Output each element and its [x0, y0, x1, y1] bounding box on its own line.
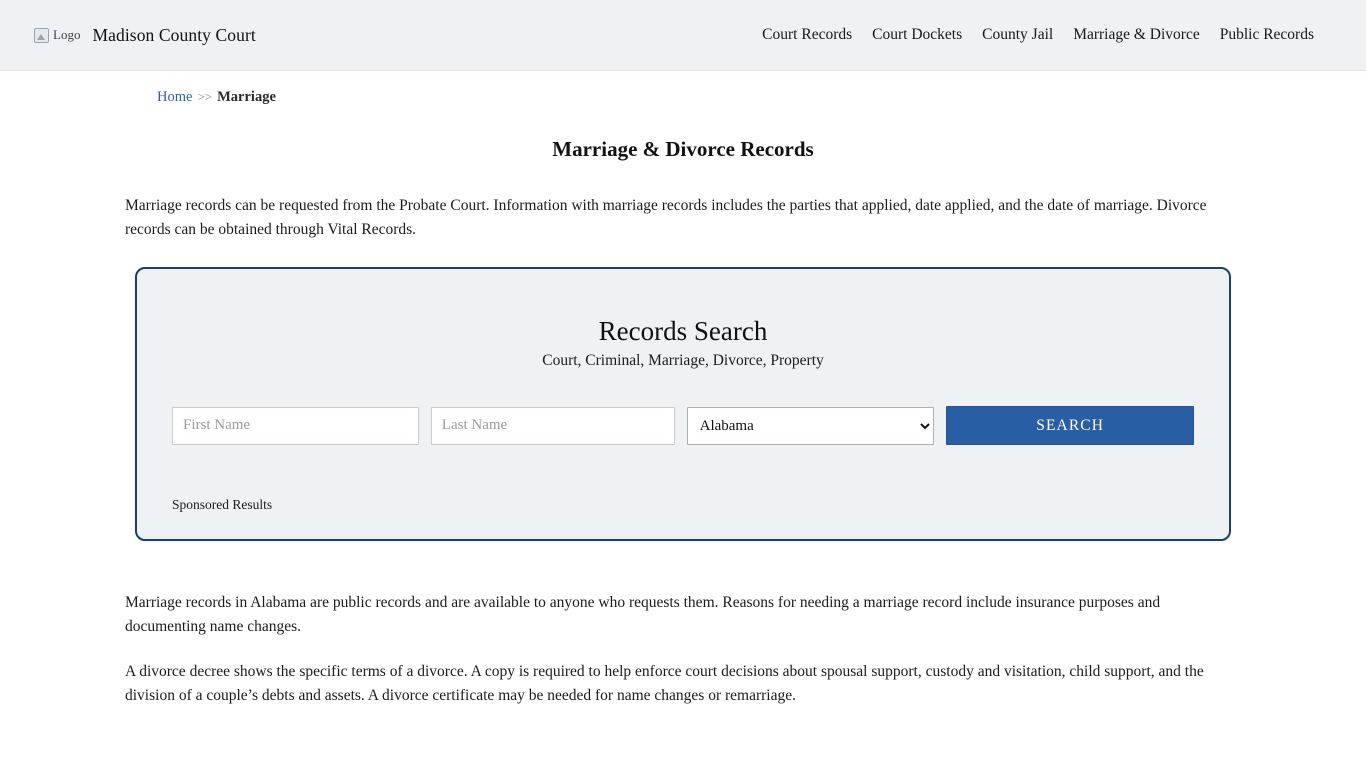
records-search-panel: [135, 267, 1231, 541]
breadcrumb-separator: >>: [197, 89, 213, 104]
search-button[interactable]: SEARCH: [946, 406, 1194, 445]
state-select[interactable]: [687, 407, 935, 445]
site-name: Madison County Court: [92, 24, 256, 45]
nav-item-court-records[interactable]: Court Records: [762, 26, 853, 43]
search-form: [165, 406, 1201, 445]
body-paragraph-1: Marriage records in Alabama are public records and are available to anyone who requests them. Reasons for needing a marriage record include insurance purposes and documenting name changes.: [125, 594, 1161, 636]
site-header: [0, 0, 1366, 71]
nav-item-county-jail[interactable]: County Jail: [982, 26, 1054, 43]
brand[interactable]: [34, 25, 256, 46]
body-copy: [124, 591, 1242, 708]
broken-image-icon: [34, 28, 49, 43]
first-name-input[interactable]: [172, 407, 419, 445]
logo-alt-text: Logo: [53, 27, 81, 42]
intro-paragraph: Marriage records can be requested from the Probate Court. Information with marriage records includes the parties that applied, date applied, and the date of marriage. Divorce records can be obtained through Vital Records.: [125, 197, 1207, 238]
nav-item-court-dockets[interactable]: Court Dockets: [872, 26, 963, 43]
sponsored-results-label: Sponsored Results: [172, 497, 273, 513]
logo-image: [34, 27, 80, 43]
nav-item-marriage-divorce[interactable]: Marriage & Divorce: [1073, 26, 1200, 43]
last-name-input[interactable]: [431, 407, 675, 445]
page-title: Marriage & Divorce Records: [552, 137, 814, 161]
nav-item-public-records[interactable]: Public Records: [1219, 26, 1314, 43]
search-panel-subtitle: Court, Criminal, Marriage, Divorce, Property: [542, 352, 824, 370]
breadcrumb-current: Marriage: [217, 89, 276, 105]
search-panel-title: Records Search: [598, 316, 768, 346]
body-paragraph-2: A divorce decree shows the specific terms of a divorce. A copy is required to help enforce court decisions about spousal support, custody and visitation, child support, and the division of a couple’s debts and assets. A divorce certificate may be needed for name changes or remarriage.: [125, 663, 1204, 705]
breadcrumb: [0, 71, 1366, 106]
intro-block: [124, 194, 1242, 242]
main-nav: [762, 26, 1314, 44]
breadcrumb-home-link[interactable]: Home: [157, 89, 193, 105]
